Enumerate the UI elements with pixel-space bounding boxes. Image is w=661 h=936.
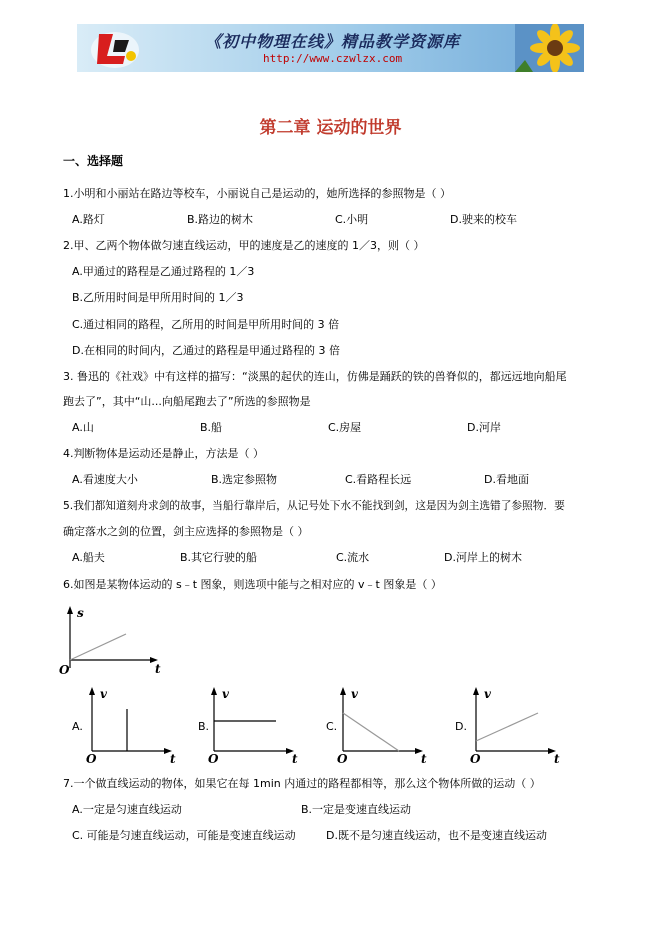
v-t-graph-b: [206, 683, 306, 766]
s-t-graph: [60, 603, 170, 678]
q5-option-b: B.其它行驶的船: [180, 551, 258, 564]
sunflower-icon: [515, 24, 584, 72]
q7-option-d: D.既不是匀速直线运动，也不是变速直线运动: [326, 829, 547, 842]
question-5-stem: 5.我们都知道刻舟求剑的故事，当船行靠岸后，从记号处下水不能找到剑，这是因为剑主选错了参照物．要: [63, 499, 565, 512]
q3-option-b: B.船: [200, 421, 223, 434]
v-axis-arrow-icon: [340, 687, 346, 695]
t-axis-label: t: [170, 752, 176, 766]
origin-label: O: [208, 752, 219, 766]
q1-option-b: B.路边的树木: [187, 213, 254, 226]
q1-option-a: A.路灯: [72, 213, 105, 226]
q4-option-b: B.选定参照物: [211, 473, 278, 486]
graph-c-line: [343, 713, 399, 751]
origin-label: O: [470, 752, 481, 766]
q5-option-a: A.船夫: [72, 551, 105, 564]
s-axis-label: s: [77, 606, 84, 620]
v-axis-label: v: [222, 687, 229, 701]
question-2-stem: 2.甲、乙两个物体做匀速直线运动，甲的速度是乙的速度的 1／3，则（ ）: [63, 239, 425, 252]
origin-label: O: [337, 752, 348, 766]
q1-option-c: C.小明: [335, 213, 369, 226]
q2-option-d: D.在相同的时间内，乙通过的路程是甲通过路程的 3 倍: [72, 344, 340, 357]
question-7-stem: 7.一个做直线运动的物体，如果它在每 1min 内通过的路程都相等，那么这个物体所做的运动（ ）: [63, 777, 541, 790]
chapter-title: 第二章 运动的世界: [259, 118, 402, 138]
question-3-stem: 3. 鲁迅的《社戏》中有这样的描写：“淡黑的起伏的连山，仿佛是踊跃的铁的兽脊似的，都远远地向船尾: [63, 370, 567, 383]
q1-option-d: D.驶来的校车: [450, 213, 517, 226]
q6-option-a: A.: [72, 720, 83, 733]
q4-option-d: D.看地面: [484, 473, 529, 486]
q5-option-c: C.流水: [336, 551, 370, 564]
v-t-graph-a: [84, 683, 184, 766]
origin-label: O: [86, 752, 97, 766]
v-axis-arrow-icon: [89, 687, 95, 695]
s-t-line: [70, 634, 126, 660]
q5-option-d: D.河岸上的树木: [444, 551, 522, 564]
v-axis-label: v: [484, 687, 491, 701]
q6-option-b: B.: [198, 720, 210, 733]
s-axis-arrow-icon: [67, 606, 73, 614]
q7-option-a: A.一定是匀速直线运动: [72, 803, 182, 816]
q4-option-c: C.看路程长远: [345, 473, 412, 486]
q3-option-a: A.山: [72, 421, 94, 434]
q7-option-b: B.一定是变速直线运动: [301, 803, 412, 816]
question-6-stem: 6.如图是某物体运动的 s﹣t 图象，则选项中能与之相对应的 v﹣t 图象是（ ）: [63, 578, 442, 591]
section-heading: 一、选择题: [63, 154, 124, 168]
q7-option-c: C. 可能是匀速直线运动，可能是变速直线运动: [72, 829, 296, 842]
header-banner: [77, 24, 584, 72]
q2-option-a: A.甲通过的路程是乙通过路程的 1／3: [72, 265, 255, 278]
q6-option-c: C.: [326, 720, 338, 733]
q2-option-b: B.乙所用时间是甲所用时间的 1／3: [72, 291, 244, 304]
origin-label: O: [59, 663, 70, 677]
banner-title: 《初中物理在线》精品教学资源库: [205, 32, 461, 51]
q2-option-c: C.通过相同的路程，乙所用的时间是甲所用时间的 3 倍: [72, 318, 340, 331]
v-axis-label: v: [351, 687, 358, 701]
q3-option-c: C.房屋: [328, 421, 362, 434]
question-5-stem-cont: 确定落水之剑的位置，剑主应选择的参照物是（ ）: [63, 525, 309, 538]
question-3-stem-cont: 跑去了”，其中“山...向船尾跑去了”所选的参照物是: [63, 395, 311, 408]
t-axis-label: t: [292, 752, 298, 766]
v-axis-label: v: [100, 687, 107, 701]
banner-url: http://www.czwlzx.com: [263, 52, 403, 65]
question-1-stem: 1.小明和小丽站在路边等校车，小丽说自己是运动的，她所选择的参照物是（ ）: [63, 187, 451, 200]
v-axis-arrow-icon: [211, 687, 217, 695]
question-4-stem: 4.判断物体是运动还是静止，方法是（ ）: [63, 447, 264, 460]
q6-option-d: D.: [455, 720, 467, 733]
t-axis-label: t: [554, 752, 560, 766]
t-axis-label: t: [155, 662, 161, 676]
v-t-graph-c: [335, 683, 435, 766]
q3-option-d: D.河岸: [467, 421, 501, 434]
graph-d-line: [476, 713, 538, 741]
q4-option-a: A.看速度大小: [72, 473, 138, 486]
site-logo-icon: [85, 26, 145, 70]
v-t-graph-d: [468, 683, 568, 766]
t-axis-label: t: [421, 752, 427, 766]
v-axis-arrow-icon: [473, 687, 479, 695]
